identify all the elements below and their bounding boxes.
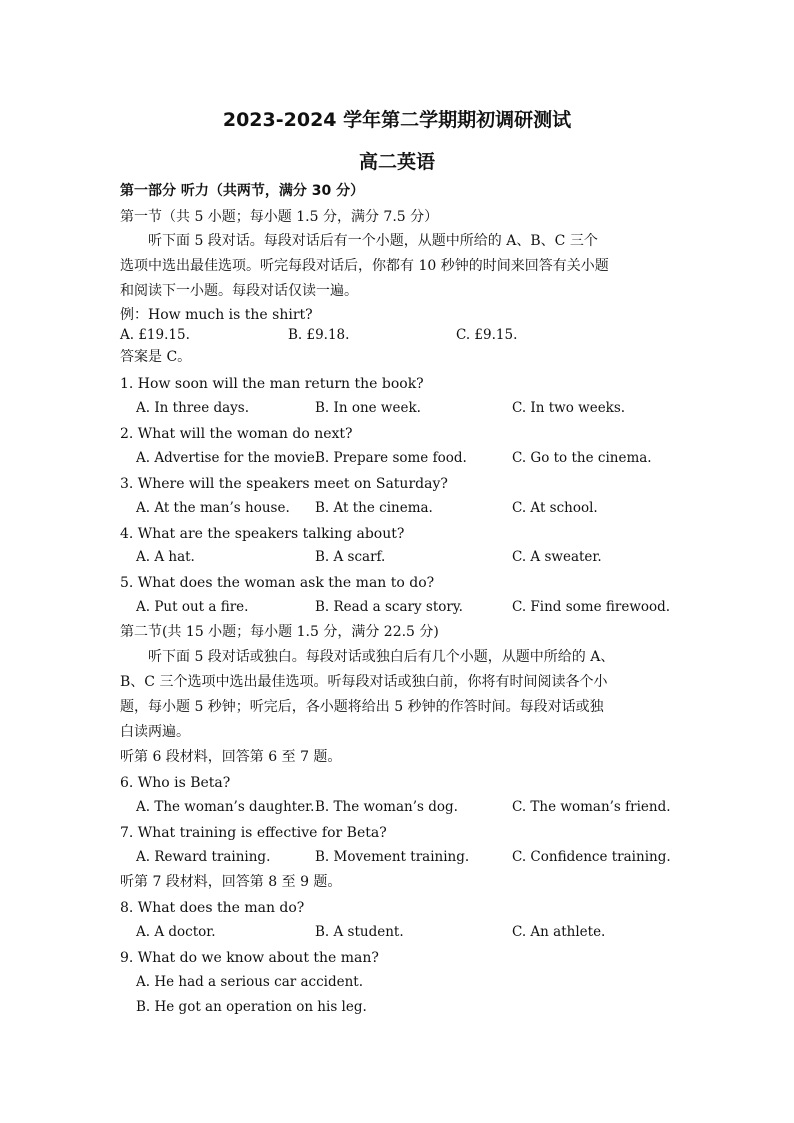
- option-c: C. An athlete.: [512, 924, 606, 940]
- option-a: A. In three days.: [136, 400, 250, 416]
- option-a: A. A doctor.: [136, 924, 216, 940]
- material-heading: 听第 6 段材料，回答第 6 至 7 题。: [120, 749, 342, 765]
- option-b: B. At the cinema.: [315, 500, 433, 516]
- option-c: C. Confidence training.: [512, 849, 671, 865]
- option-a: A. Reward training.: [136, 849, 271, 865]
- example-question: 例：How much is the shirt?: [120, 307, 313, 323]
- option-c: C. Go to the cinema.: [512, 450, 652, 466]
- option-a: A. Put out a fire.: [136, 599, 249, 615]
- question-text: 7. What training is effective for Beta?: [120, 825, 387, 841]
- option-c: C. A sweater.: [512, 549, 602, 565]
- option-a: A. Advertise for the movie.: [136, 450, 320, 466]
- part1-heading: 第一部分 听力（共两节，满分 30 分）: [120, 183, 365, 199]
- option-c: C. In two weeks.: [512, 400, 626, 416]
- question-text: 1. How soon will the man return the book?: [120, 376, 424, 392]
- option-a: A. The woman’s daughter.: [136, 799, 315, 815]
- option-b: B. A student.: [315, 924, 404, 940]
- option-a: A. At the man’s house.: [136, 500, 290, 516]
- option-b: B. In one week.: [315, 400, 421, 416]
- option-c: C. The woman’s friend.: [512, 799, 671, 815]
- option-c: C. Find some firewood.: [512, 599, 671, 615]
- example-option: A. £19.15.: [120, 327, 190, 343]
- instruction-line: 和阅读下一小题。每段对话仅读一遍。: [120, 283, 358, 299]
- option-b: B. Movement training.: [315, 849, 470, 865]
- question-text: 3. Where will the speakers meet on Saturday?: [120, 476, 448, 492]
- example-option: C. £9.15.: [456, 327, 518, 343]
- question-text: 6. Who is Beta?: [120, 775, 231, 791]
- option-b: B. Prepare some food.: [315, 450, 467, 466]
- instruction-line: B、C 三个选项中选出最佳选项。听每段对话或独白前，你将有时间阅读各个小: [120, 674, 608, 690]
- instruction-line: 白读两遍。: [120, 724, 190, 740]
- question-text: 8. What does the man do?: [120, 900, 305, 916]
- example-answer: 答案是 C。: [120, 349, 192, 365]
- instruction-line: 选项中选出最佳选项。听完每段对话后，你都有 10 秒钟的时间来回答有关小题: [120, 258, 609, 274]
- question-text: 5. What does the woman ask the man to do?: [120, 575, 435, 591]
- option-b: B. Read a scary story.: [315, 599, 463, 615]
- option-b: B. He got an operation on his leg.: [136, 999, 367, 1015]
- section2-heading: 第二节(共 15 小题；每小题 1.5 分，满分 22.5 分): [120, 624, 439, 640]
- option-a: A. A hat.: [136, 549, 195, 565]
- material-heading: 听第 7 段材料，回答第 8 至 9 题。: [120, 874, 342, 890]
- option-b: B. A scarf.: [315, 549, 386, 565]
- question-text: 9. What do we know about the man?: [120, 950, 379, 966]
- exam-subtitle: 高二英语: [358, 151, 435, 173]
- question-text: 4. What are the speakers talking about?: [120, 526, 405, 542]
- option-c: C. At school.: [512, 500, 598, 516]
- example-option: B. £9.18.: [288, 327, 350, 343]
- option-a: A. He had a serious car accident.: [136, 974, 364, 990]
- instruction-line: 听下面 5 段对话。每段对话后有一个小题，从题中所给的 A、B、C 三个: [148, 233, 598, 249]
- instruction-line: 题，每小题 5 秒钟；听完后，各小题将给出 5 秒钟的作答时间。每段对话或独: [120, 699, 604, 715]
- exam-title: 2023-2024 学年第二学期期初调研测试: [222, 109, 572, 131]
- option-b: B. The woman’s dog.: [315, 799, 458, 815]
- question-text: 2. What will the woman do next?: [120, 426, 353, 442]
- instruction-line: 听下面 5 段对话或独白。每段对话或独白后有几个小题，从题中所给的 A、: [148, 649, 615, 665]
- section1-heading: 第一节（共 5 小题；每小题 1.5 分，满分 7.5 分）: [120, 209, 439, 225]
